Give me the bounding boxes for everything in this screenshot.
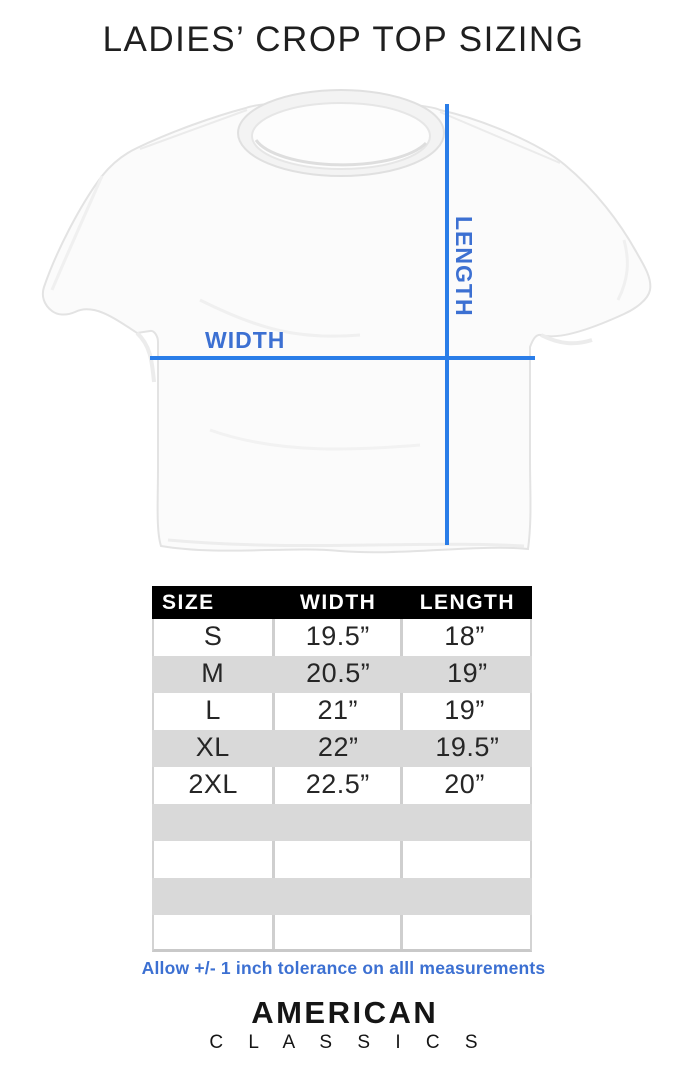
length-cell: 19” [400,693,526,730]
length-cell [403,878,532,915]
size-table [152,586,532,952]
size-table-header [152,586,532,619]
table-row [152,656,532,693]
size-table-body [152,619,532,952]
width-cell [274,804,403,841]
length-cell: 20” [400,767,526,804]
length-cell: 18” [400,619,526,656]
width-cell [272,841,400,878]
length-cell: 19.5” [435,732,500,762]
width-measure-line [150,356,535,360]
length-cell [400,915,526,949]
width-cell: 22” [317,732,359,762]
header-cell-width: WIDTH [300,591,377,614]
width-cell: 19.5” [272,619,400,656]
page-title: LADIES’ CROP TOP SIZING [102,20,585,59]
width-cell [274,878,403,915]
brand-logo [0,995,687,1054]
table-row [152,693,532,730]
brand-name-primary: AMERICAN [251,995,439,1030]
width-cell: 21” [272,693,400,730]
length-cell: 19” [447,658,488,688]
size-cell [154,915,272,949]
header-cell-length: LENGTH [419,591,516,614]
size-cell: M [201,658,225,688]
width-cell: 20.5” [306,658,371,688]
brand-name-secondary: C L A S S I C S [209,1032,488,1053]
table-row [152,619,532,656]
size-cell [152,878,274,915]
size-cell: S [203,621,223,651]
length-measure-line [445,104,449,545]
empty-row [152,804,532,841]
table-row [152,730,532,767]
length-label: LENGTH [451,216,477,317]
header-cell-size: SIZE [162,591,215,614]
size-cell: L [205,695,221,725]
empty-row [152,878,532,915]
table-row [152,767,532,804]
width-cell: 22.5” [272,767,400,804]
empty-row [152,915,532,952]
length-cell [400,841,526,878]
size-cell [154,841,272,878]
tolerance-note: Allow +/- 1 inch tolerance on alll measurements [141,958,546,978]
size-cell: XL [195,732,230,762]
size-cell: 2XL [188,769,238,799]
width-label: WIDTH [205,327,286,353]
size-cell [152,804,274,841]
length-cell [403,804,532,841]
empty-row [152,841,532,878]
width-cell [272,915,400,949]
